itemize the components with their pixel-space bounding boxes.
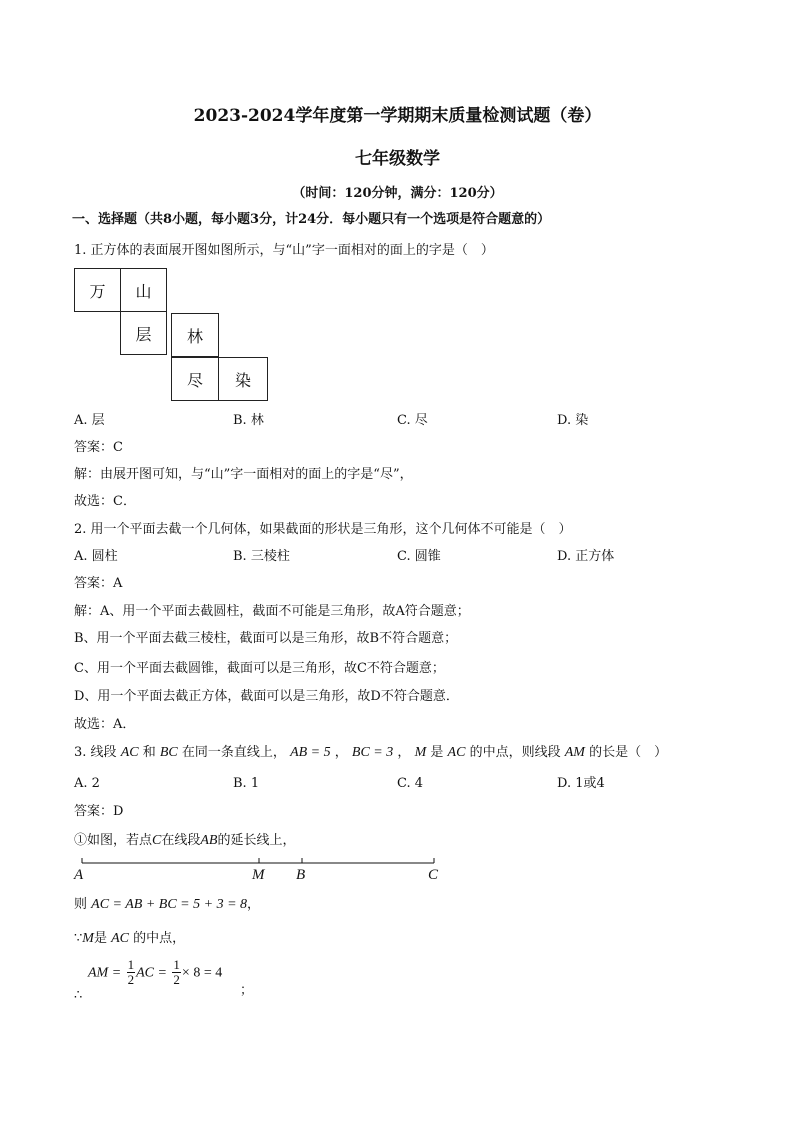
q2-solution-line: B、用一个平面去截三棱柱，截面可以是三角形，故B不符合题意； bbox=[74, 631, 458, 646]
q3-option-a: A. 2 bbox=[74, 776, 100, 791]
q2-answer: 答案：A bbox=[74, 576, 123, 591]
q2-conclusion: 故选：A． bbox=[74, 717, 136, 732]
q1-option-b: B. 林 bbox=[233, 413, 264, 428]
q3-option-d: D. 1或4 bbox=[557, 776, 605, 791]
q3-case1 bbox=[74, 833, 296, 849]
q3-math-ac: AC bbox=[447, 745, 466, 760]
fraction-half bbox=[172, 958, 181, 987]
q3-stem-text: 的中点，则线段 bbox=[469, 745, 561, 760]
q3-stem-text: 3. 线段 bbox=[74, 745, 117, 760]
q3-step3 bbox=[88, 958, 222, 987]
net-cell: 山 bbox=[120, 268, 167, 312]
q3-step2-ac: AC bbox=[111, 931, 129, 946]
q2-solution-line: D、用一个平面去截正方体，截面可以是三角形，故D不符合题意． bbox=[74, 689, 459, 704]
q1-solution: 解：由展开图可知，与“山”字一面相对的面上的字是“尽”， bbox=[74, 467, 413, 482]
q3-option-c: C. 4 bbox=[397, 776, 424, 791]
because-symbol: ∵ bbox=[74, 931, 83, 946]
q3-step1-prefix: 则 bbox=[74, 897, 88, 912]
q3-math-m: M bbox=[414, 745, 427, 760]
q3-stem-text: 在同一条直线上， bbox=[181, 745, 286, 760]
point-label-a: A bbox=[74, 867, 84, 883]
fraction-denominator: 2 bbox=[127, 972, 135, 987]
q3-case1-text: 的延长线上， bbox=[217, 833, 296, 848]
q1-option-d: D. 染 bbox=[557, 413, 589, 428]
net-cell: 万 bbox=[74, 268, 121, 312]
q3-stem-text: 的长是（ ） bbox=[589, 745, 668, 760]
q2-stem: 2. 用一个平面去截一个几何体，如果截面的形状是三角形，这个几何体不可能是（ ） bbox=[74, 522, 572, 537]
point-label-m: M bbox=[252, 867, 265, 883]
q3-step2-m: M bbox=[82, 931, 94, 946]
q2-option-a: A. 圆柱 bbox=[74, 549, 118, 564]
q1-option-c: C. 尽 bbox=[397, 413, 428, 428]
exam-info: （时间：120分钟，满分：120分） bbox=[292, 186, 503, 201]
q1-conclusion: 故选：C． bbox=[74, 494, 136, 509]
q3-stem-text: 是 bbox=[430, 745, 444, 760]
fraction-numerator: 1 bbox=[127, 957, 135, 972]
q3-math-am: AM bbox=[564, 745, 585, 760]
q3-step2-text: 的中点， bbox=[133, 931, 186, 946]
q3-step3-suffix: ； bbox=[240, 983, 254, 998]
q3-case1-c: C bbox=[152, 833, 162, 848]
fraction-half bbox=[127, 958, 136, 987]
q3-case1-ab: AB bbox=[200, 833, 218, 848]
q3-step2 bbox=[74, 931, 185, 947]
net-cell: 尽 bbox=[171, 357, 219, 401]
q3-step1-suffix: ， bbox=[247, 897, 261, 912]
net-cell: 染 bbox=[218, 357, 268, 401]
q3-case1-text: 在线段 bbox=[161, 833, 201, 848]
q3-option-b: B. 1 bbox=[233, 776, 260, 791]
q3-stem bbox=[74, 745, 667, 761]
fraction-denominator: 2 bbox=[173, 972, 180, 987]
net-cell: 林 bbox=[171, 313, 219, 357]
q3-stem-text: ， bbox=[397, 745, 411, 760]
point-label-c: C bbox=[428, 867, 439, 883]
q2-solution-line: C、用一个平面去截圆锥，截面可以是三角形，故C不符合题意； bbox=[74, 661, 445, 676]
q3-answer: 答案：D bbox=[74, 804, 124, 819]
q2-solution-line: 解：A、用一个平面去截圆柱，截面不可能是三角形，故A符合题意； bbox=[74, 604, 470, 619]
q2-option-b: B. 三棱柱 bbox=[233, 549, 290, 564]
q3-step1 bbox=[74, 897, 260, 913]
q3-step2-text: 是 bbox=[93, 931, 107, 946]
net-cell: 层 bbox=[120, 311, 167, 355]
fraction-numerator: 1 bbox=[173, 957, 180, 972]
q2-option-c: C. 圆锥 bbox=[397, 549, 441, 564]
q3-step3-am: AM = bbox=[88, 965, 122, 981]
q3-step3-ac: AC = bbox=[136, 965, 167, 981]
exam-subject: 七年级数学 bbox=[355, 149, 440, 169]
q3-math-bc-eq: BC = 3 bbox=[351, 745, 394, 760]
q2-option-d: D. 正方体 bbox=[557, 549, 615, 564]
q3-math-ac: AC bbox=[120, 745, 139, 760]
q3-case1-text: ①如图，若点 bbox=[74, 833, 153, 848]
q3-math-ab-eq: AB = 5 bbox=[290, 745, 331, 760]
section-heading: 一、选择题（共8小题，每小题3分，计24分．每小题只有一个选项是符合题意的） bbox=[72, 212, 551, 227]
q1-answer: 答案：C bbox=[74, 440, 123, 455]
therefore-symbol: ∴ bbox=[74, 988, 83, 1003]
q3-stem-text: 和 bbox=[142, 745, 156, 760]
q3-math-bc: BC bbox=[159, 745, 178, 760]
q3-stem-text: ， bbox=[334, 745, 348, 760]
exam-title: 2023-2024学年度第一学期期末质量检测试题（卷） bbox=[193, 106, 602, 126]
q3-step3-rest: × 8 = 4 bbox=[181, 965, 223, 981]
q1-option-a: A. 层 bbox=[74, 413, 105, 428]
q1-stem: 1. 正方体的表面展开图如图所示，与“山”字一面相对的面上的字是（ ） bbox=[74, 243, 494, 258]
point-label-b: B bbox=[296, 867, 306, 883]
q3-step1-expr: AC = AB + BC = 5 + 3 = 8 bbox=[91, 897, 248, 912]
